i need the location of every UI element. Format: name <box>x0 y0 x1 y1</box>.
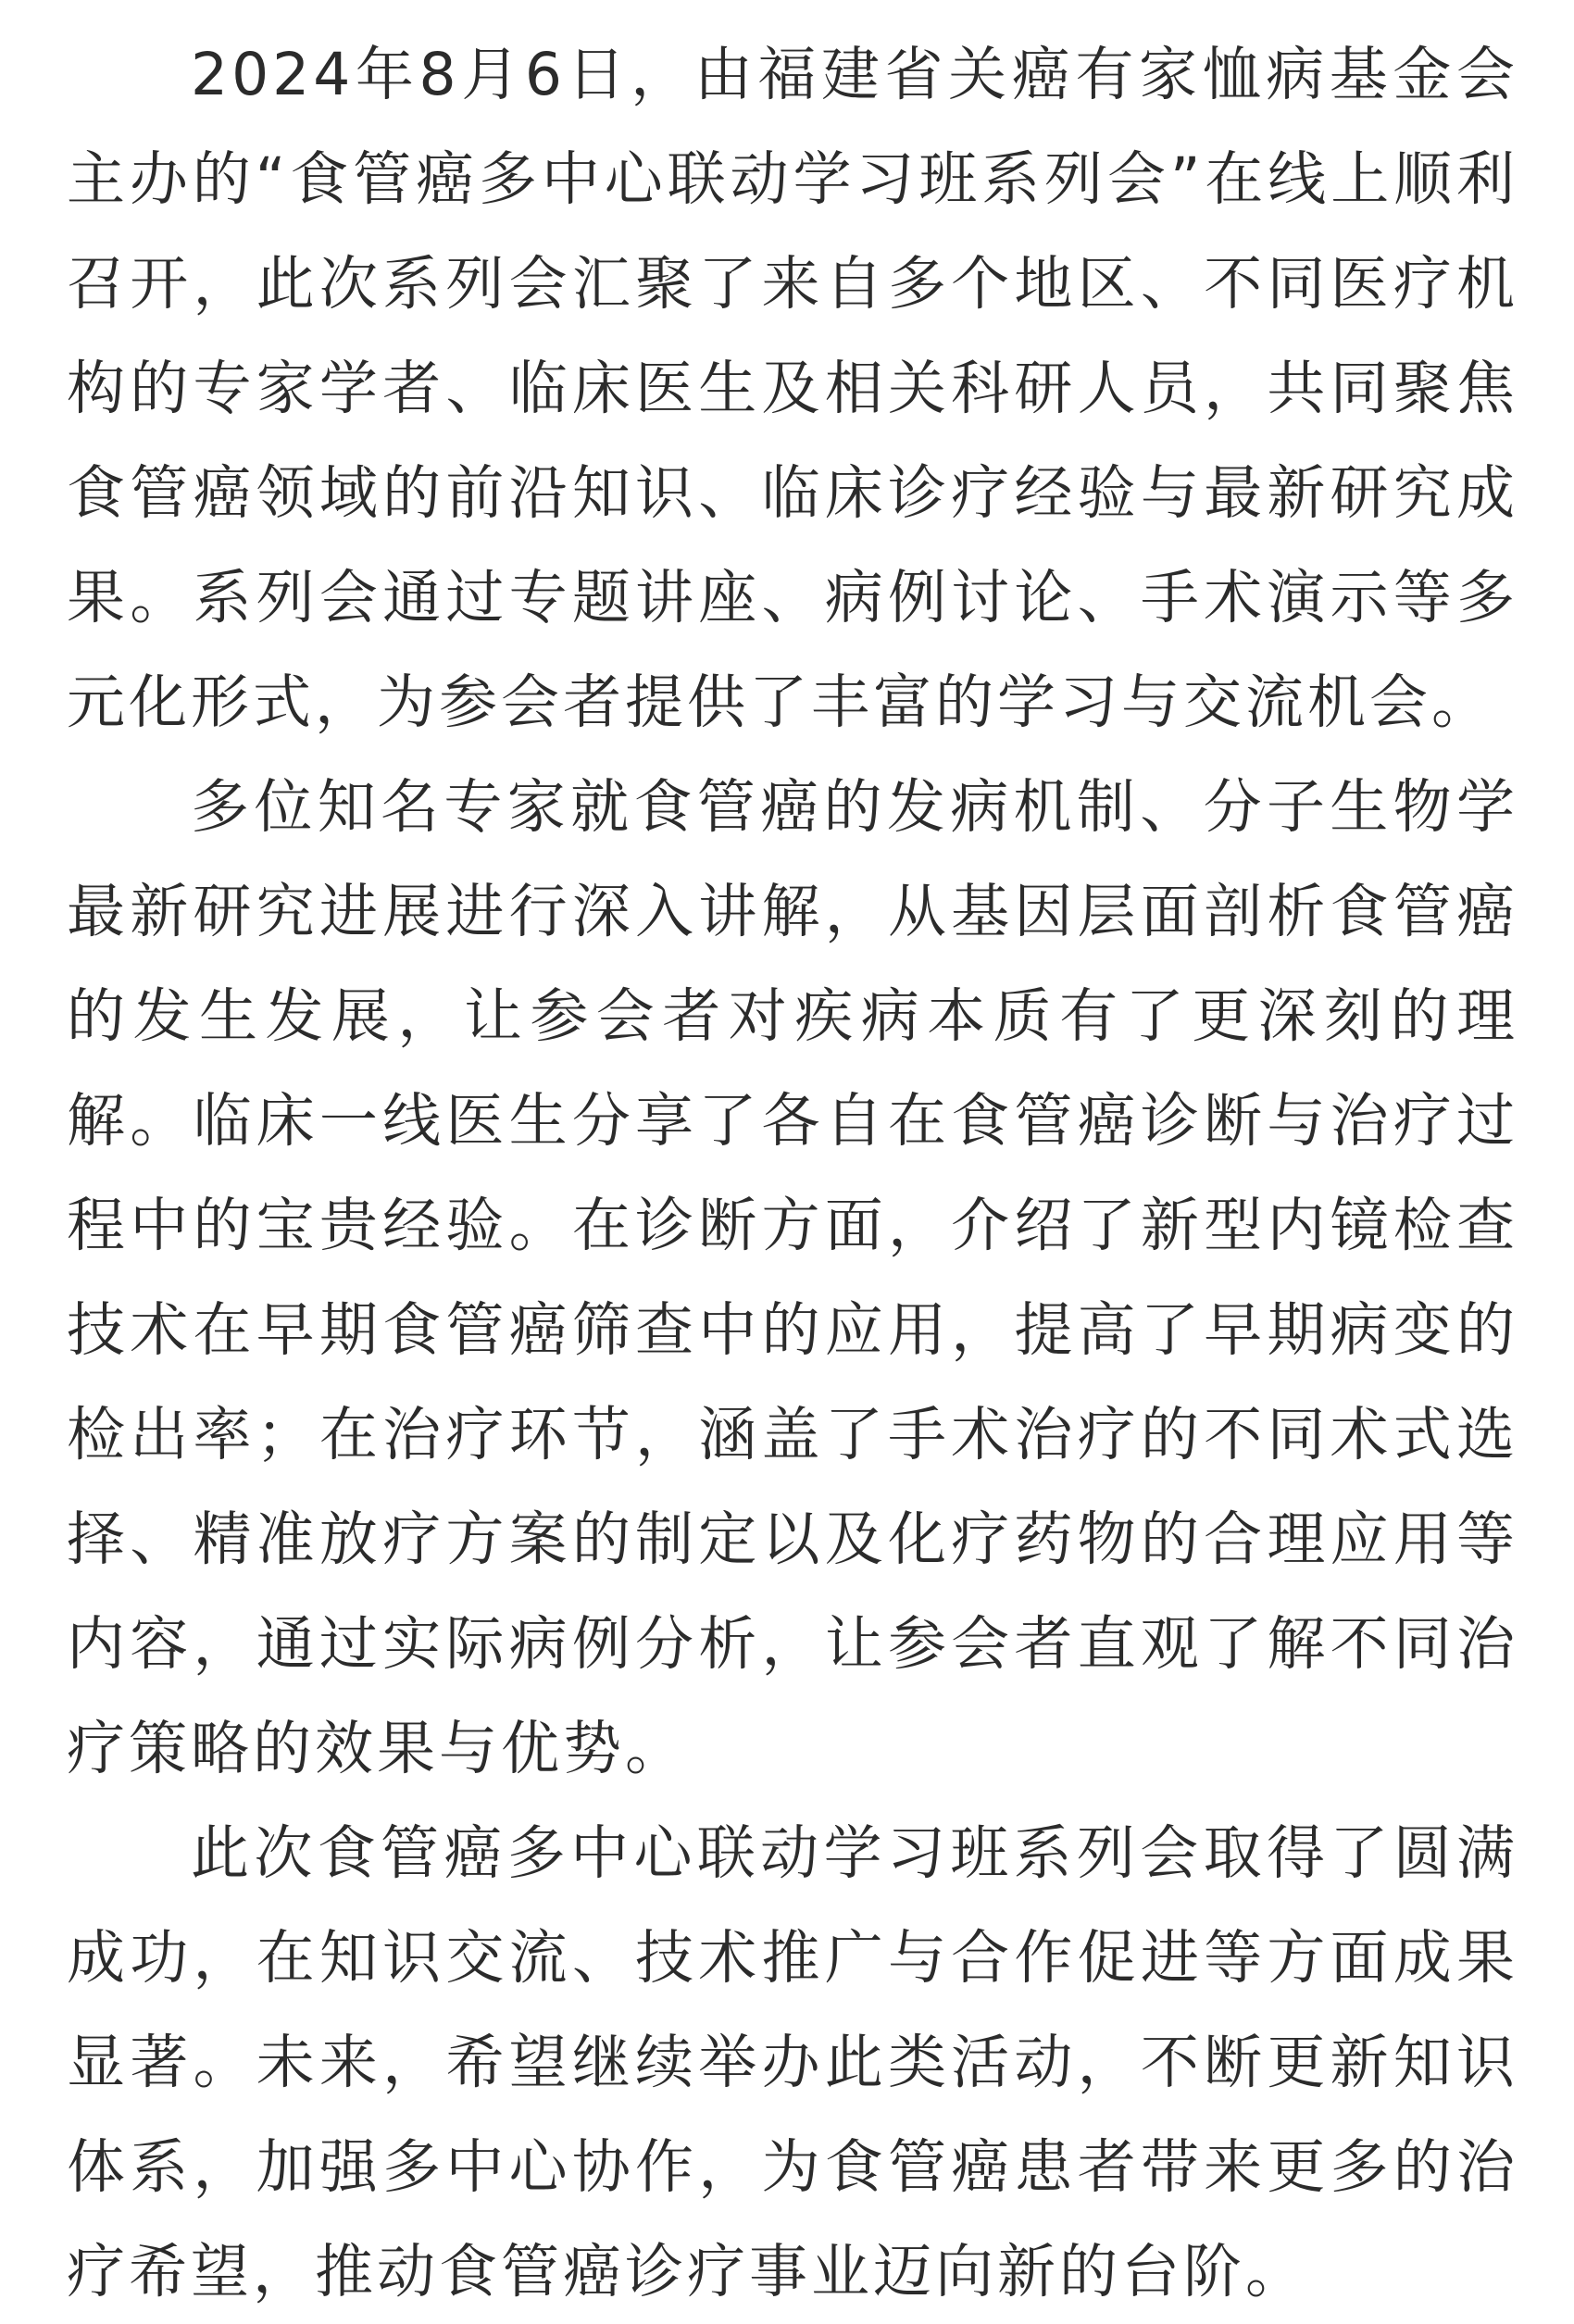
paragraph-2: 多位知名专家就食管癌的发病机制、分子生物学最新研究进展进行深入讲解，从基因层面剖析食管癌的发生发展，让参会者对疾病本质有了更深刻的理解。临床一线医生分享了各自在食管癌诊断与治疗过程中的宝贵经验。在诊断方面，介绍了新型内镜检查技术在早期食管癌筛查中的应用，提高了早期病变的检出率；在治疗环节，涵盖了手术治疗的不同术式选择、精准放疗方案的制定以及化疗药物的合理应用等内容，通过实际病例分析，让参会者直观了解不同治疗策略的效果与优势。 <box>67 773 1518 1782</box>
article-body <box>67 22 1518 2324</box>
paragraph-3: 此次食管癌多中心联动学习班系列会取得了圆满成功，在知识交流、技术推广与合作促进等方面成果显著。未来，希望继续举办此类活动，不断更新知识体系，加强多中心协作，为食管癌患者带来更多的治疗希望，推动食管癌诊疗事业迈向新的台阶。 <box>67 1819 1518 2305</box>
paragraph-1: 2024年8月6日，由福建省关癌有家恤病基金会主办的“食管癌多中心联动学习班系列会”在线上顺利召开，此次系列会汇聚了来自多个地区、不同医疗机构的专家学者、临床医生及相关科研人员，共同聚焦食管癌领域的前沿知识、临床诊疗经验与最新研究成果。系列会通过专题讲座、病例讨论、手术演示等多元化形式，为参会者提供了丰富的学习与交流机会。 <box>67 41 1518 736</box>
